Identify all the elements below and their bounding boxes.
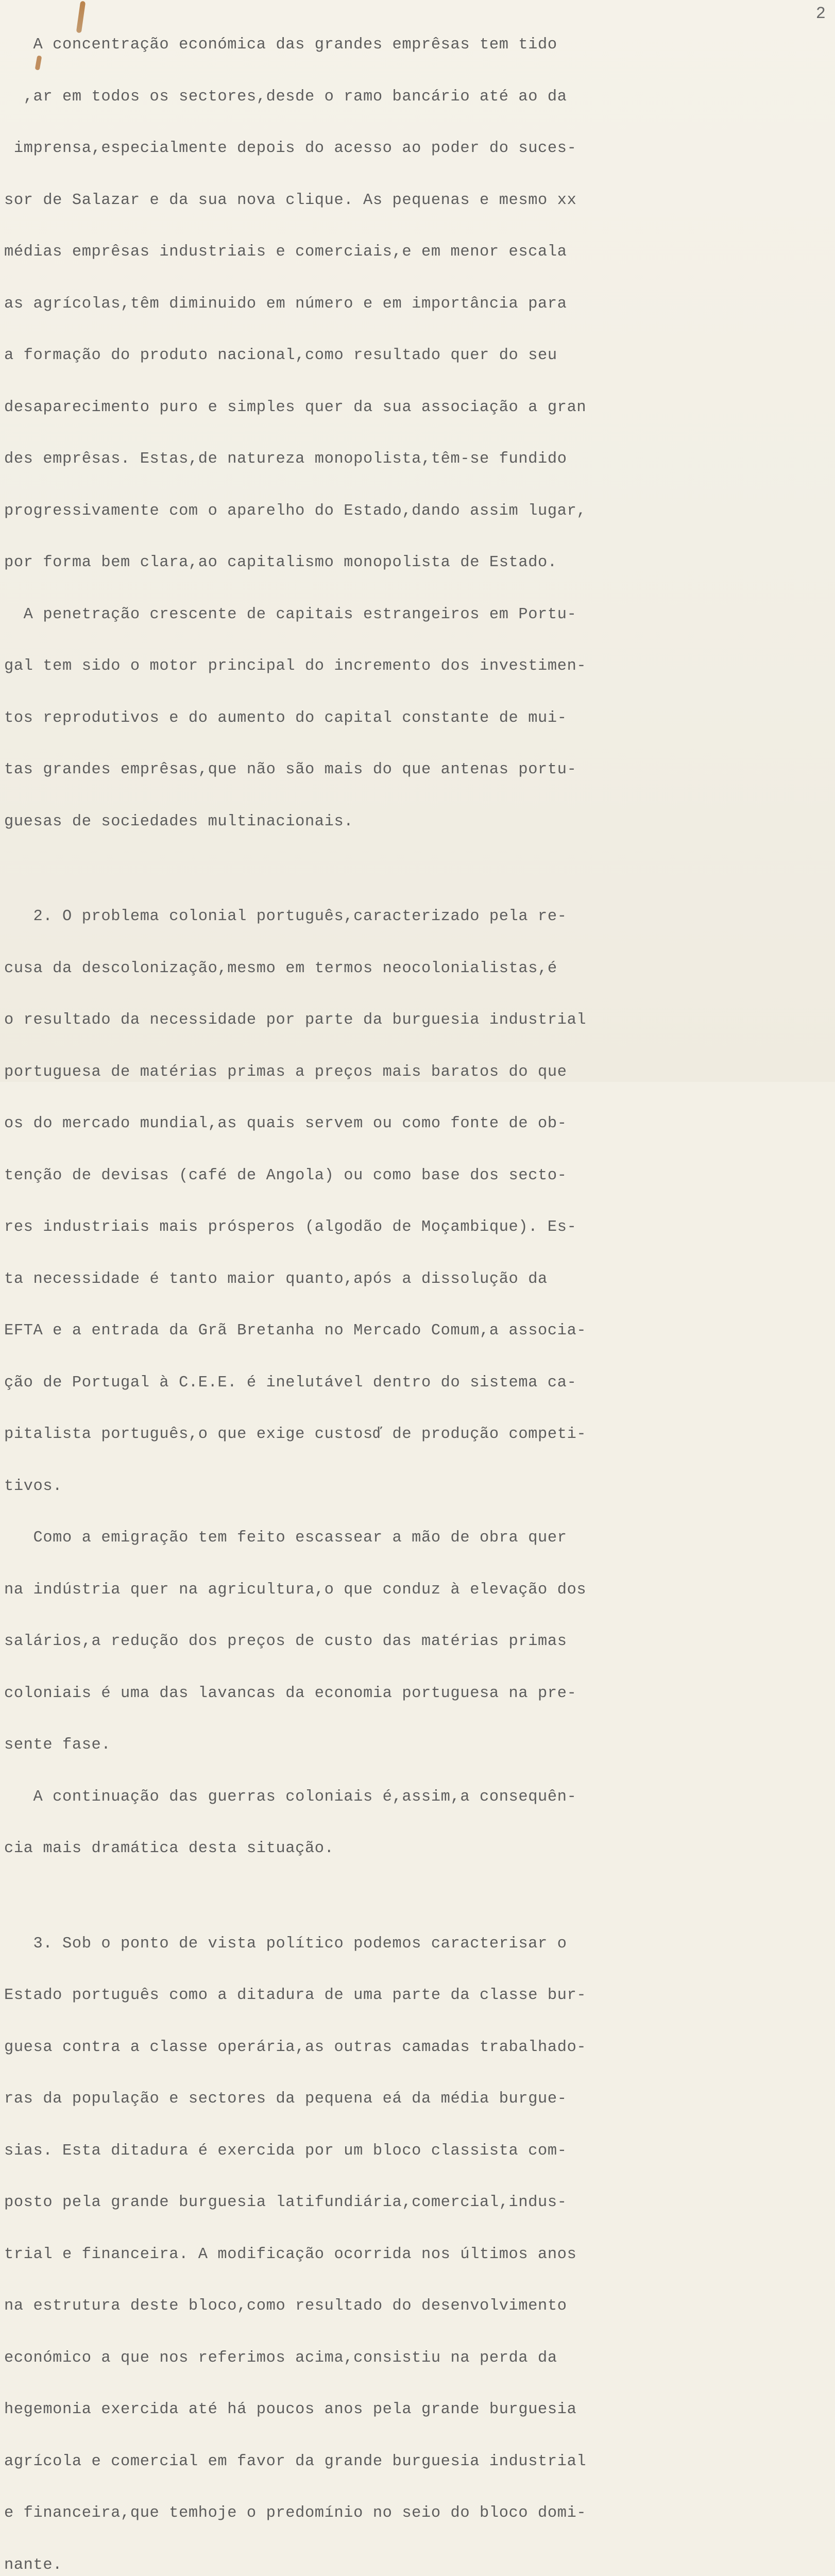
text-line: económico a que nos referimos acima,consistiu na perda da xyxy=(4,2349,557,2367)
text-line: imprensa,especialmente depois do acesso ao poder do suces- xyxy=(4,140,577,157)
text-line: ras da população e sectores da pequena eá da média burgue- xyxy=(4,2090,567,2108)
text-line: res industriais mais prósperos (algodão de Moçambique). Es- xyxy=(4,1218,577,1236)
text-line: trial e financeira. A modificação ocorrida nos últimos anos xyxy=(4,2245,577,2263)
text-line: tas grandes emprêsas,que não são mais do que antenas portu- xyxy=(4,761,577,778)
text-line: ,ar em todos os sectores,desde o ramo bancário até ao da xyxy=(4,88,567,106)
text-line: na estrutura deste bloco,como resultado do desenvolvimento xyxy=(4,2297,567,2315)
text-line: des emprêsas. Estas,de natureza monopolista,têm-se fundido xyxy=(4,450,567,468)
text-line: A concentração económica das grandes emprêsas tem tido xyxy=(4,36,557,54)
text-line: ta necessidade é tanto maior quanto,após a dissolução da xyxy=(4,1270,548,1288)
text-line: Como a emigração tem feito escassear a mão de obra quer xyxy=(4,1529,567,1547)
text-line: nante. xyxy=(4,2556,63,2574)
text-line: o resultado da necessidade por parte da burguesia industrial xyxy=(4,1011,587,1029)
text-line: Estado português como a ditadura de uma parte da classe bur- xyxy=(4,1987,587,2004)
text-line: 3. Sob o ponto de vista político podemos caracterisar o xyxy=(4,1935,567,1953)
text-line: tos reprodutivos e do aumento do capital constante de mui- xyxy=(4,709,567,727)
text-line: médias emprêsas industriais e comerciais,e em menor escala xyxy=(4,243,567,261)
text-line: tivos. xyxy=(4,1477,63,1495)
text-line: na indústria quer na agricultura,o que conduz à elevação dos xyxy=(4,1581,587,1599)
text-line: cia mais dramática desta situação. xyxy=(4,1840,334,1857)
text-line: os do mercado mundial,as quais servem ou como fonte de ob- xyxy=(4,1115,567,1132)
text-line: e financeira,que temhoje o predomínio no seio do bloco domi- xyxy=(4,2504,587,2522)
text-line: hegemonia exercida até há poucos anos pela grande burguesia xyxy=(4,2401,577,2418)
text-line: guesa contra a classe operária,as outras camadas trabalhado- xyxy=(4,2038,587,2056)
text-line: coloniais é uma das lavancas da economia portuguesa na pre- xyxy=(4,1684,577,1702)
paragraph-gap xyxy=(4,865,828,874)
text-line: A continuação das guerras coloniais é,assim,a consequên- xyxy=(4,1788,577,1806)
text-line: guesas de sociedades multinacionais. xyxy=(4,812,354,831)
text-line: pitalista português,o que exige custosď de produção competi- xyxy=(4,1426,587,1443)
text-line: posto pela grande burguesia latifundiária,comercial,indus- xyxy=(4,2194,567,2211)
text-line: 2. O problema colonial português,caracterizado pela re- xyxy=(4,908,567,925)
text-line: tenção de devisas (café de Angola) ou como base dos secto- xyxy=(4,1166,567,1184)
text-line: por forma bem clara,ao capitalismo monopolista de Estado. xyxy=(4,554,557,571)
text-line: progressivamente com o aparelho do Estado,dando assim lugar, xyxy=(4,502,587,520)
text-line: sor de Salazar e da sua nova clique. As pequenas e mesmo xx xyxy=(4,191,577,209)
page-number: 2 xyxy=(815,4,826,23)
typed-text-body xyxy=(4,2,828,2576)
text-line: gal tem sido o motor principal do incremento dos investimen- xyxy=(4,657,587,675)
text-line: portuguesa de matérias primas a preços mais baratos do que xyxy=(4,1063,567,1081)
text-line: a formação do produto nacional,como resultado quer do seu xyxy=(4,347,557,364)
text-line: ção de Portugal à C.E.E. é inelutável dentro do sistema ca- xyxy=(4,1374,577,1392)
text-line: agrícola e comercial em favor da grande burguesia industrial xyxy=(4,2452,587,2470)
text-line: sias. Esta ditadura é exercida por um bloco classista com- xyxy=(4,2142,567,2160)
text-line: A penetração crescente de capitais estrangeiros em Portu- xyxy=(4,605,577,623)
text-line: as agrícolas,têm diminuido em número e em importância para xyxy=(4,295,567,313)
text-line: sente fase. xyxy=(4,1736,111,1754)
paragraph-gap xyxy=(4,1892,828,1901)
text-line: desaparecimento puro e simples quer da sua associação a gran xyxy=(4,398,587,416)
text-line: EFTA e a entrada da Grã Bretanha no Mercado Comum,a associa- xyxy=(4,1322,587,1340)
text-line: salários,a redução dos preços de custo das matérias primas xyxy=(4,1633,567,1650)
text-line: cusa da descolonização,mesmo em termos neocolonialistas,é xyxy=(4,959,557,977)
